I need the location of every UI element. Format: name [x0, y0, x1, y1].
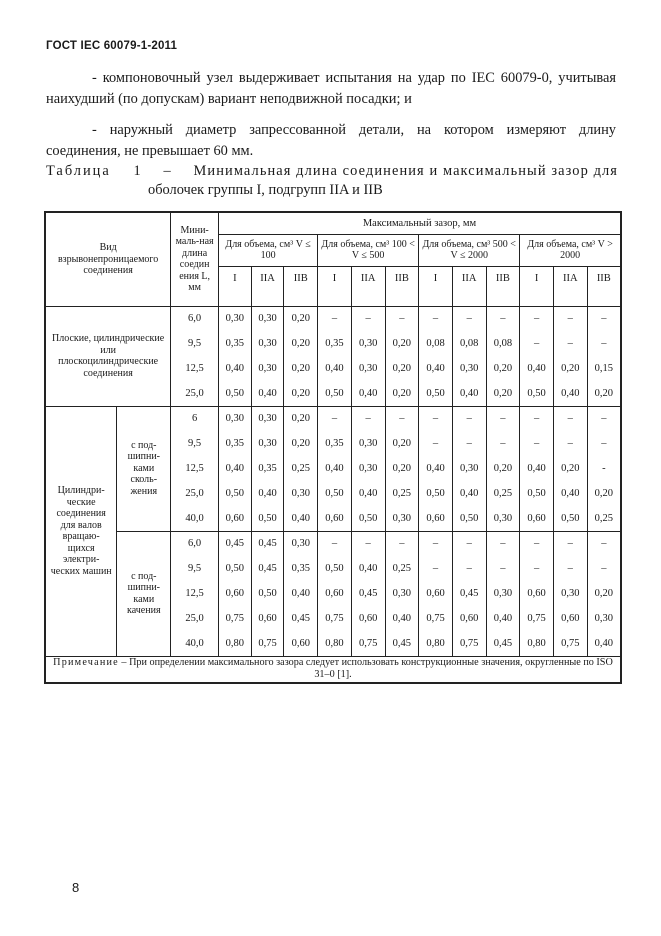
gap-value-cell: 0,45 [486, 631, 520, 656]
paragraph-outer-diameter: - наружный диаметр запрессованной детали, на котором измеряют длину соединения, не превышает 60 мм. [46, 122, 616, 159]
gap-value-cell: 0,40 [351, 556, 385, 581]
gap-value-cell: – [351, 406, 385, 431]
gap-value-cell: 0,60 [419, 581, 453, 606]
paragraph-impact-test: - компоновочный узел выдерживает испытания на удар по IEC 60079-0, учитывая наихудший (по допускам) вариант неподвижной посадки; и [46, 70, 616, 107]
gap-value-cell: 0,50 [219, 556, 252, 581]
gap-value-cell: 0,45 [351, 581, 385, 606]
gap-value-cell: 0,60 [318, 581, 352, 606]
sliding-bearings-label: с под-шипни-ками сколь-жения [117, 406, 171, 531]
length-cell: 12,5 [171, 581, 219, 606]
gap-value-cell: 0,75 [553, 631, 587, 656]
header-volume-1: Для объема, см³ V ≤ 100 [219, 234, 318, 266]
gap-value-cell: – [452, 406, 486, 431]
gap-value-cell: 0,40 [284, 581, 318, 606]
gap-value-cell: 0,75 [452, 631, 486, 656]
gap-value-cell: 0,80 [520, 631, 554, 656]
gap-value-cell: 0,20 [486, 356, 520, 381]
caption-label: Таблица [46, 163, 111, 179]
gap-value-cell: 0,35 [318, 431, 352, 456]
gap-value-cell: 0,20 [284, 406, 318, 431]
gap-value-cell: 0,30 [351, 456, 385, 481]
gap-value-cell: 0,75 [318, 606, 352, 631]
gap-value-cell: 0,60 [251, 606, 284, 631]
gap-value-cell: 0,20 [385, 431, 419, 456]
gap-value-cell: 0,60 [351, 606, 385, 631]
gap-value-cell: 0,60 [219, 506, 252, 531]
header-group-cell: IIA [553, 266, 587, 306]
gap-value-cell: – [419, 531, 453, 556]
gap-value-cell: 0,50 [419, 381, 453, 406]
gap-value-cell: 0,20 [284, 381, 318, 406]
caption-line1: Минимальная длина соединения и максимальный зазор для [193, 163, 618, 179]
gap-value-cell: – [553, 406, 587, 431]
gap-value-cell: 0,45 [251, 556, 284, 581]
gap-value-cell: 0,60 [318, 506, 352, 531]
gap-value-cell: – [520, 531, 554, 556]
gap-value-cell: 0,50 [219, 481, 252, 506]
length-cell: 6,0 [171, 306, 219, 331]
gap-value-cell: 0,50 [419, 481, 453, 506]
header-group-cell: IIB [385, 266, 419, 306]
gap-value-cell: 0,45 [452, 581, 486, 606]
gap-value-cell: – [452, 556, 486, 581]
gap-value-cell: 0,35 [219, 431, 252, 456]
gap-value-cell: – [351, 306, 385, 331]
gap-value-cell: 0,08 [419, 331, 453, 356]
gap-value-cell: 0,30 [284, 481, 318, 506]
gap-value-cell: 0,75 [419, 606, 453, 631]
document-header: ГОСТ IEC 60079-1-2011 [46, 40, 178, 52]
caption-line2: оболочек группы I, подгрупп IIA и IIB [148, 182, 383, 198]
gap-value-cell: 0,30 [251, 306, 284, 331]
table-caption [46, 162, 618, 200]
gap-value-cell: - [587, 456, 621, 481]
gap-value-cell: – [486, 431, 520, 456]
gap-value-cell: 0,60 [553, 606, 587, 631]
gap-value-cell: 0,20 [284, 431, 318, 456]
gap-value-cell: 0,20 [587, 481, 621, 506]
gap-value-cell: 0,20 [284, 331, 318, 356]
gap-value-cell: – [553, 556, 587, 581]
gap-value-cell: 0,40 [520, 456, 554, 481]
gap-value-cell: 0,40 [219, 356, 252, 381]
header-joint-type: Вид взрывонепроницаемого соединения [45, 212, 171, 306]
gap-value-cell: 0,75 [251, 631, 284, 656]
caption-dash: – [163, 163, 171, 179]
gap-value-cell: 0,40 [318, 356, 352, 381]
gap-value-cell: 0,20 [385, 331, 419, 356]
header-group-cell: IIB [284, 266, 318, 306]
gap-value-cell: – [318, 531, 352, 556]
length-cell: 9,5 [171, 556, 219, 581]
gap-value-cell: 0,30 [587, 606, 621, 631]
gap-value-cell: – [520, 406, 554, 431]
gap-value-cell: 0,20 [385, 381, 419, 406]
gap-value-cell: – [486, 306, 520, 331]
gap-value-cell: 0,30 [553, 581, 587, 606]
header-group-cell: IIB [486, 266, 520, 306]
gap-value-cell: 0,50 [553, 506, 587, 531]
header-volume-2: Для объема, см³ 100 < V ≤ 500 [318, 234, 419, 266]
gap-value-cell: 0,45 [219, 531, 252, 556]
table-row [45, 306, 621, 331]
flat-joints-label: Плоские, цилиндрические или плоскоцилиндрические соединения [45, 306, 171, 406]
gap-value-cell: 0,30 [486, 581, 520, 606]
gap-value-cell: 0,80 [419, 631, 453, 656]
gap-value-cell: – [419, 431, 453, 456]
gap-value-cell: 0,25 [385, 481, 419, 506]
gap-value-cell: – [587, 431, 621, 456]
gap-value-cell: 0,08 [452, 331, 486, 356]
gap-value-cell: 0,20 [553, 356, 587, 381]
gap-value-cell: 0,40 [553, 381, 587, 406]
gap-value-cell: 0,40 [486, 606, 520, 631]
gap-value-cell: 0,60 [452, 606, 486, 631]
gap-value-cell: 0,25 [385, 556, 419, 581]
gap-value-cell: 0,40 [587, 631, 621, 656]
gap-value-cell: – [587, 406, 621, 431]
gap-value-cell: – [520, 331, 554, 356]
gap-value-cell: – [385, 306, 419, 331]
gap-value-cell: 0,40 [318, 456, 352, 481]
gap-value-cell: 0,50 [251, 506, 284, 531]
gap-value-cell: 0,30 [351, 331, 385, 356]
gap-value-cell: 0,50 [318, 481, 352, 506]
gap-value-cell: 0,30 [452, 456, 486, 481]
gap-value-cell: 0,60 [419, 506, 453, 531]
caption-number: 1 [133, 163, 141, 179]
gap-value-cell: 0,20 [284, 306, 318, 331]
gap-value-cell: 0,25 [486, 481, 520, 506]
gap-value-cell: – [452, 431, 486, 456]
header-group-cell: I [219, 266, 252, 306]
gap-value-cell: – [318, 306, 352, 331]
gap-value-cell: 0,50 [251, 581, 284, 606]
gap-value-cell: 0,30 [251, 406, 284, 431]
length-cell: 25,0 [171, 481, 219, 506]
header-group-cell: I [520, 266, 554, 306]
gap-value-cell: – [553, 306, 587, 331]
gap-value-cell: – [520, 431, 554, 456]
gap-value-cell: 0,40 [452, 381, 486, 406]
gap-value-cell: – [318, 406, 352, 431]
gap-value-cell: 0,30 [385, 506, 419, 531]
gap-value-cell: – [520, 556, 554, 581]
header-group-cell: IIA [251, 266, 284, 306]
gap-value-cell: – [553, 331, 587, 356]
gap-value-cell: – [587, 531, 621, 556]
gap-value-cell: 0,30 [351, 431, 385, 456]
length-cell: 25,0 [171, 381, 219, 406]
gap-value-cell: 0,40 [553, 481, 587, 506]
header-min-length: Мини-маль-ная длина соедин ения L, мм [171, 212, 219, 306]
gap-value-cell: – [419, 556, 453, 581]
header-group-cell: IIA [452, 266, 486, 306]
header-group-cell: I [318, 266, 352, 306]
length-cell: 6 [171, 406, 219, 431]
gap-value-cell: 0,40 [385, 606, 419, 631]
gap-value-cell: – [385, 531, 419, 556]
gap-value-cell: – [419, 406, 453, 431]
gap-value-cell: – [553, 531, 587, 556]
gap-value-cell: 0,60 [284, 631, 318, 656]
gap-value-cell: 0,30 [219, 306, 252, 331]
gap-value-cell: 0,20 [587, 581, 621, 606]
table-row [45, 406, 621, 431]
gap-value-cell: 0,40 [351, 381, 385, 406]
table-note [45, 656, 621, 683]
shaft-joints-label: Цилиндри-ческие соединения для валов вращаю-щихся электри-ческих машин [45, 406, 117, 656]
gap-value-cell: 0,40 [284, 506, 318, 531]
gap-value-cell: 0,20 [385, 356, 419, 381]
header-volume-4: Для объема, см³ V > 2000 [520, 234, 621, 266]
gap-value-cell: 0,20 [284, 356, 318, 381]
header-volume-3: Для объема, см³ 500 < V ≤ 2000 [419, 234, 520, 266]
gap-value-cell: 0,20 [587, 381, 621, 406]
gap-value-cell: 0,75 [351, 631, 385, 656]
length-cell: 9,5 [171, 331, 219, 356]
header-max-gap: Максимальный зазор, мм [219, 212, 622, 234]
gap-value-cell: 0,30 [251, 431, 284, 456]
gap-value-cell: 0,40 [419, 356, 453, 381]
length-cell: 40,0 [171, 631, 219, 656]
gap-value-cell: 0,50 [219, 381, 252, 406]
gap-value-cell: – [452, 531, 486, 556]
gap-value-cell: 0,35 [318, 331, 352, 356]
header-group-cell: I [419, 266, 453, 306]
gap-value-cell: – [452, 306, 486, 331]
gap-value-cell: 0,30 [251, 356, 284, 381]
gap-value-cell: 0,40 [251, 381, 284, 406]
page-number: 8 [72, 880, 80, 895]
gap-value-cell: 0,40 [219, 456, 252, 481]
gap-value-cell: 0,60 [520, 506, 554, 531]
length-cell: 6,0 [171, 531, 219, 556]
gap-value-cell: 0,35 [284, 556, 318, 581]
gap-value-cell: 0,20 [553, 456, 587, 481]
gap-value-cell: – [486, 531, 520, 556]
gap-value-cell: 0,15 [587, 356, 621, 381]
gap-value-cell: 0,30 [351, 356, 385, 381]
length-cell: 40,0 [171, 506, 219, 531]
gap-value-cell: 0,60 [219, 581, 252, 606]
gap-value-cell: – [587, 306, 621, 331]
header-group-cell: IIA [351, 266, 385, 306]
table-row [45, 531, 621, 556]
gap-value-cell: 0,75 [520, 606, 554, 631]
gap-value-cell: 0,80 [318, 631, 352, 656]
gap-value-cell: 0,80 [219, 631, 252, 656]
gap-value-cell: – [587, 556, 621, 581]
length-cell: 25,0 [171, 606, 219, 631]
gap-value-cell: 0,35 [219, 331, 252, 356]
gap-value-cell: 0,08 [486, 331, 520, 356]
gap-value-cell: 0,60 [520, 581, 554, 606]
gap-table [44, 211, 622, 684]
gap-value-cell: – [520, 306, 554, 331]
gap-value-cell: 0,30 [385, 581, 419, 606]
gap-value-cell: 0,35 [251, 456, 284, 481]
gap-value-cell: 0,20 [385, 456, 419, 481]
note-text: – При определении максимального зазора следует использовать конструкционные значения, округленные по ISO 31–0 [1]. [118, 656, 613, 680]
gap-value-cell: 0,20 [486, 381, 520, 406]
gap-value-cell: 0,30 [284, 531, 318, 556]
gap-value-cell: 0,40 [419, 456, 453, 481]
gap-value-cell: 0,50 [520, 381, 554, 406]
gap-value-cell: 0,50 [452, 506, 486, 531]
gap-value-cell: – [587, 331, 621, 356]
gap-value-cell: – [486, 556, 520, 581]
gap-value-cell: 0,40 [520, 356, 554, 381]
gap-value-cell: 0,50 [351, 506, 385, 531]
gap-value-cell: 0,25 [284, 456, 318, 481]
header-group-cell: IIB [587, 266, 621, 306]
length-cell: 12,5 [171, 356, 219, 381]
gap-value-cell: 0,30 [486, 506, 520, 531]
gap-value-cell: 0,45 [284, 606, 318, 631]
gap-value-cell: – [486, 406, 520, 431]
gap-value-cell: 0,75 [219, 606, 252, 631]
gap-value-cell: 0,25 [587, 506, 621, 531]
gap-value-cell: 0,45 [385, 631, 419, 656]
gap-value-cell: 0,40 [351, 481, 385, 506]
gap-value-cell: 0,20 [486, 456, 520, 481]
gap-value-cell: 0,30 [219, 406, 252, 431]
gap-value-cell: – [553, 431, 587, 456]
length-cell: 12,5 [171, 456, 219, 481]
gap-value-cell: 0,50 [520, 481, 554, 506]
gap-value-cell: 0,45 [251, 531, 284, 556]
gap-value-cell: – [385, 406, 419, 431]
note-label: Примечание [53, 656, 119, 668]
gap-value-cell: 0,40 [251, 481, 284, 506]
length-cell: 9,5 [171, 431, 219, 456]
gap-value-cell: 0,50 [318, 381, 352, 406]
gap-value-cell: 0,50 [318, 556, 352, 581]
gap-value-cell: – [351, 531, 385, 556]
gap-value-cell: 0,30 [452, 356, 486, 381]
gap-value-cell: 0,40 [452, 481, 486, 506]
gap-value-cell: 0,30 [251, 331, 284, 356]
gap-value-cell: – [419, 306, 453, 331]
rolling-bearings-label: с под-шипни-ками качения [117, 531, 171, 656]
